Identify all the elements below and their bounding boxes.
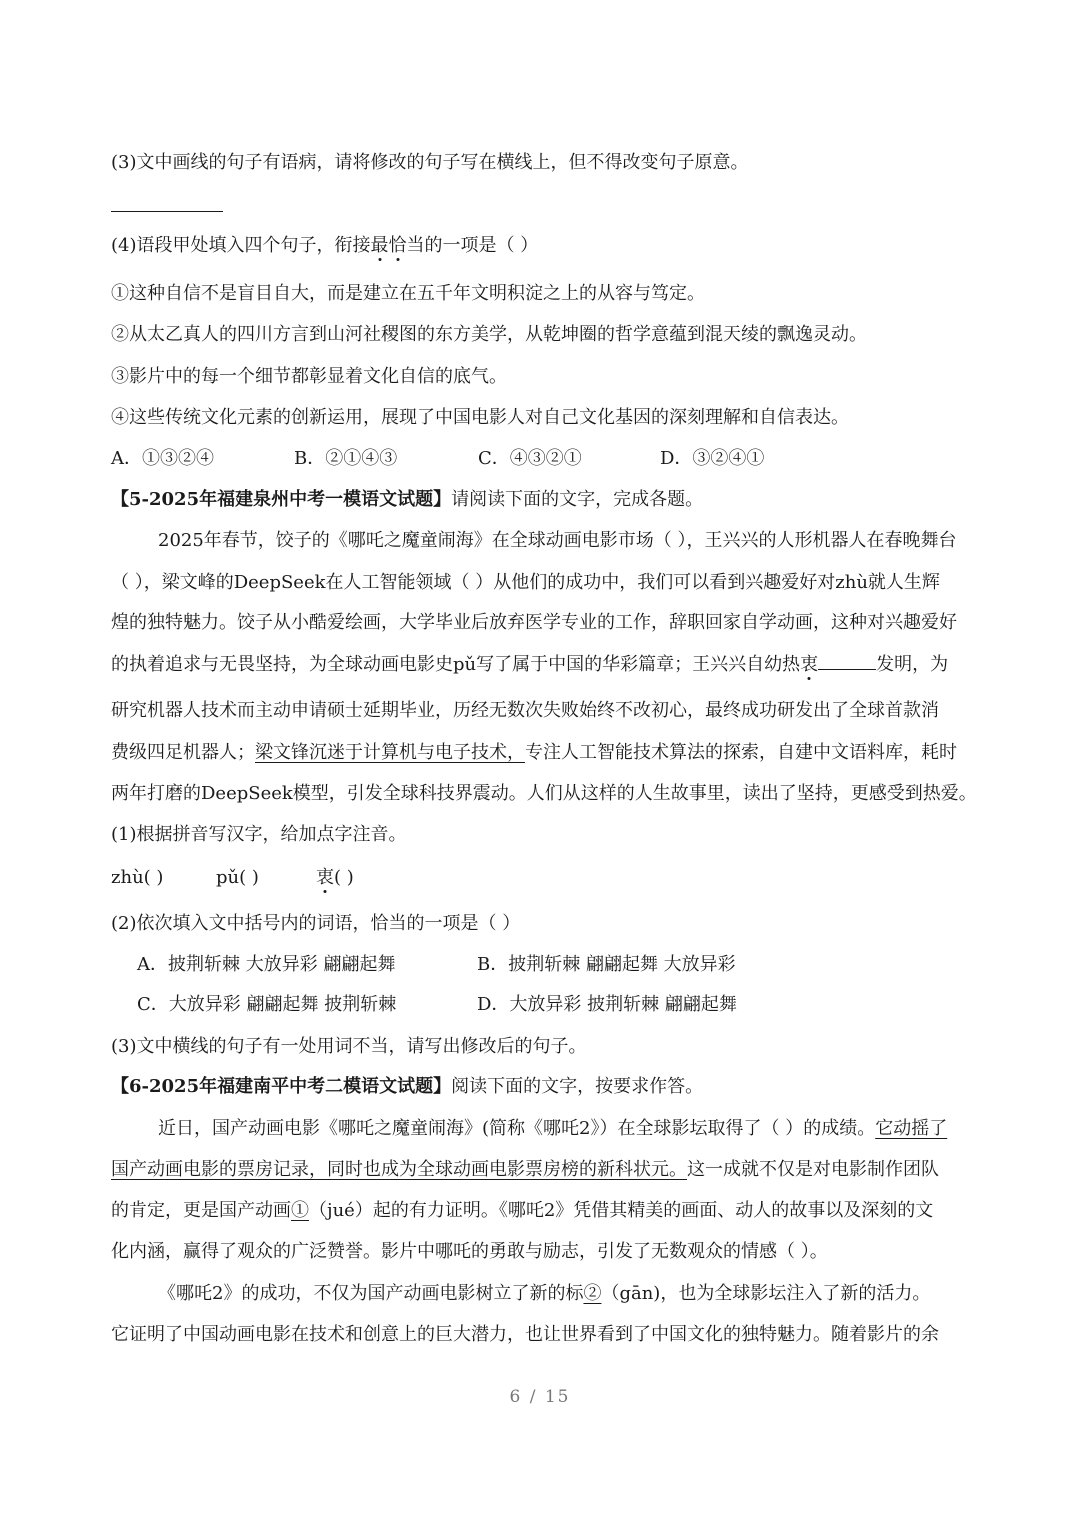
dotted-char: 最	[370, 235, 389, 256]
s5-para-line: 费级四足机器人；梁文锋沉迷于计算机与电子技术，专注人工智能技术算法的探索，自建中文语料库，耗时	[111, 742, 957, 763]
s6-para-line: 《哪吒2》的成功，不仅为国产动画电影树立了新的标②（gān)，也为全球影坛注入了新的活力。	[158, 1283, 931, 1304]
q4-option-d: D．③②④①	[660, 448, 765, 469]
s6-para-line: 化内涵，赢得了观众的广泛赞誉。影片中哪吒的勇敢与励志，引发了无数观众的情感（ ）。	[111, 1241, 828, 1262]
q4-sentence-3: ③影片中的每一个细节都彰显着文化自信的底气。	[111, 366, 507, 387]
s5-para-line: 2025年春节，饺子的《哪吒之魔童闹海》在全球动画电影市场（ ），王兴兴的人形机器人在春晚舞台	[158, 530, 957, 551]
dotted-char: 恰	[388, 235, 407, 256]
section-5-heading: 【5-2025年福建泉州中考一模语文试题】请阅读下面的文字，完成各题。	[111, 489, 704, 510]
section-6-heading: 【6-2025年福建南平中考二模语文试题】阅读下面的文字，按要求作答。	[111, 1076, 704, 1097]
s5-para-line: 研究机器人技术而主动申请硕士延期毕业，历经无数次失败始终不改初心，最终成功研发出了全球首款消	[111, 700, 939, 721]
underlined-sentence: 梁文锋沉迷于计算机与电子技术，	[255, 742, 525, 763]
pinyin-blank-1: zhù( )	[111, 867, 164, 888]
q3-prompt: (3)文中画线的句子有语病，请将修改的句子写在横线上，但不得改变句子原意。	[111, 152, 749, 173]
s5-para-line: 煌的独特魅力。饺子从小酷爱绘画，大学毕业后放弃医学专业的工作，辞职回家自学动画，这种对兴趣爱好	[111, 612, 957, 633]
q4-prompt: (4)语段甲处填入四个句子，衔接最恰当的一项是（ ）	[111, 235, 539, 256]
q4-sentence-2: ②从太乙真人的四川方言到山河社稷图的东方美学，从乾坤圈的哲学意蕴到混天绫的飘逸灵动。	[111, 324, 867, 345]
q4-option-a: A．①③②④	[111, 448, 214, 469]
q4-sentence-4: ④这些传统文化元素的创新运用，展现了中国电影人对自己文化基因的深刻理解和自信表达。	[111, 407, 849, 428]
s5-para-line: 两年打磨的DeepSeek模型，引发全球科技界震动。人们从这样的人生故事里，读出了坚持，更感受到热爱。	[111, 783, 977, 804]
s5-q2: (2)依次填入文中括号内的词语，恰当的一项是（ ）	[111, 913, 521, 934]
answer-line	[111, 211, 223, 212]
pinyin-blank-2: pǔ( )	[216, 867, 259, 888]
blank-marker-1: ①	[291, 1200, 309, 1221]
underlined-sentence: 它动摇了	[875, 1118, 948, 1139]
s5-q2-option-a: A．披荆斩棘 大放异彩 翩翩起舞	[137, 954, 396, 975]
page-number: 6 / 15	[509, 1387, 571, 1407]
q4-option-b: B．②①④③	[294, 448, 398, 469]
s5-q2-option-c: C．大放异彩 翩翩起舞 披荆斩棘	[137, 994, 397, 1015]
q4-sentence-1: ①这种自信不是盲目自大，而是建立在五千年文明积淀之上的从容与笃定。	[111, 283, 705, 304]
s5-q2-option-d: D．大放异彩 披荆斩棘 翩翩起舞	[477, 994, 737, 1015]
s5-q2-option-b: B．披荆斩棘 翩翩起舞 大放异彩	[477, 954, 736, 975]
s6-para-line: 的肯定，更是国产动画①（jué）起的有力证明。《哪吒2》凭借其精美的画面、动人的故事以及深刻的文	[111, 1200, 934, 1221]
q4-option-c: C．④③②①	[478, 448, 582, 469]
dotted-char: 衷	[316, 867, 334, 888]
s6-para-line: 它证明了中国动画电影在技术和创意上的巨大潜力，也让世界看到了中国文化的独特魅力。随着影片的余	[111, 1324, 939, 1345]
pinyin-blank-3: 衷( )	[316, 867, 354, 888]
s5-para-line: （ ），梁文峰的DeepSeek在人工智能领域（ ）从他们的成功中，我们可以看到兴趣爱好对zhù就人生辉	[111, 572, 940, 593]
s5-q1: (1)根据拼音写汉字，给加点字注音。	[111, 824, 407, 845]
s6-para-line: 近日，国产动画电影《哪吒之魔童闹海》(简称《哪吒2》）在全球影坛取得了（ ）的成绩。它动摇了	[158, 1118, 948, 1139]
dotted-char: 衷	[800, 654, 819, 675]
underlined-sentence: 国产动画电影的票房记录，同时也成为全球动画电影票房榜的新科状元。	[111, 1159, 687, 1180]
blank-marker-2: ②	[583, 1283, 602, 1304]
s5-para-line: 的执着追求与无畏坚持，为全球动画电影史pǔ写了属于中国的华彩篇章；王兴兴自幼热衷 发明，为	[111, 651, 948, 678]
fill-blank	[818, 651, 876, 670]
s6-para-line: 国产动画电影的票房记录，同时也成为全球动画电影票房榜的新科状元。这一成就不仅是对电影制作团队	[111, 1159, 939, 1180]
s5-q3: (3)文中横线的句子有一处用词不当，请写出修改后的句子。	[111, 1036, 587, 1057]
